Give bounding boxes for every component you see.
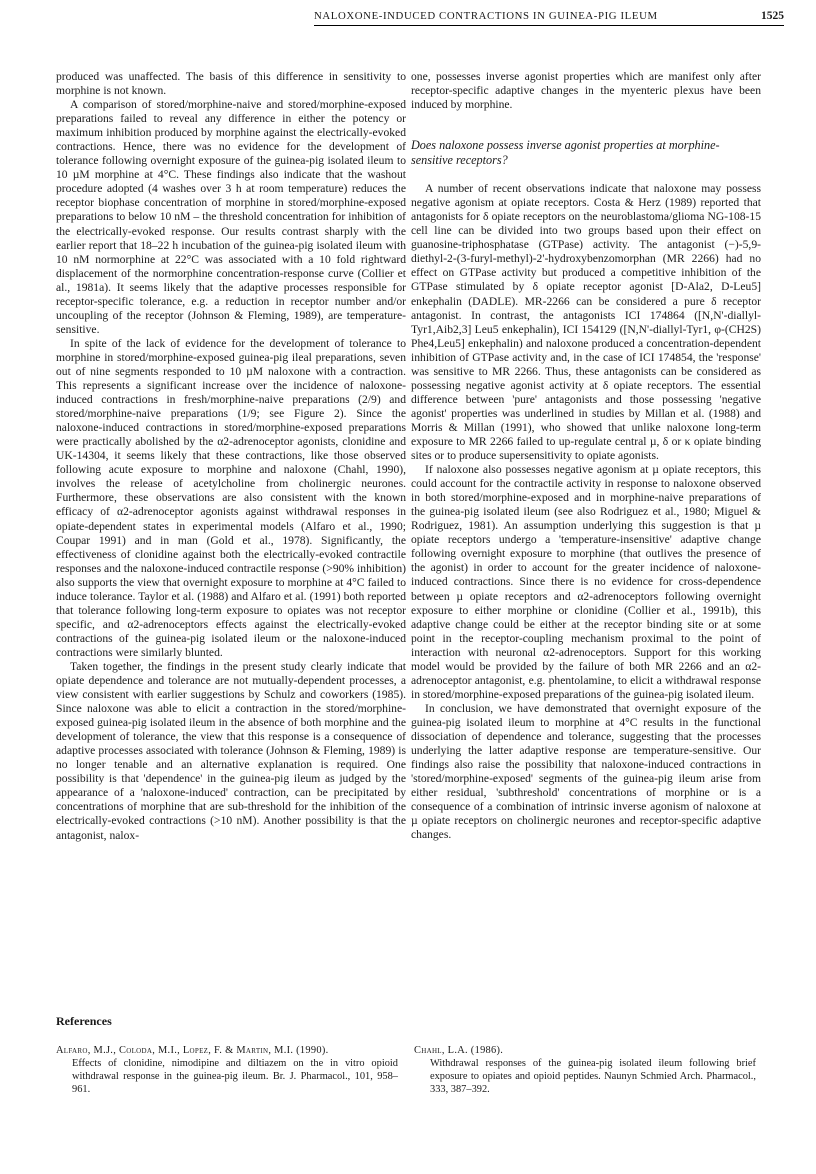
- reference-entry: [56, 1044, 398, 1096]
- reference-text: Withdrawal responses of the guinea-pig isolated ileum following brief exposure to opiates and opioid peptides. Naunyn Schmied Arch. Pharmacol., 333, 387–392.: [430, 1058, 756, 1095]
- paragraph: In spite of the lack of evidence for the development of tolerance to morphine in stored/morphine-exposed guinea-pig ileal preparations, seven out of nine segments responded to 10 µM naloxone with a contraction. This represents a significant increase over the incidence of naloxone-induced contractions in fresh/morphine-naive preparations (2/9) and stored/morphine-naive preparations (1/9; see Figure 2). Since the naloxone-induced contractions in stored/morphine-exposed preparations were practically abolished by the α2-adrenoceptor agonists, clonidine and UK-14304, it seems likely that these contractions, like those observed following acute exposure to morphine and naloxone (Chahl, 1990), involves the release of acetylcholine from cholinergic neurones. Furthermore, these observations are also consistent with the known efficacy of α2-adrenoceptor agonists against withdrawal responses in opiate-dependent states in experimental models (Alfaro et al., 1990; Coupar 1991) and in man (Gold et al., 1978). Significantly, the effectiveness of clonidine against both the electrically-evoked contractile responses and the naloxone-induced contractile response (>90% inhibition) also supports the view that overnight exposure to morphine at 4°C failed to induce tolerance. Taylor et al. (1988) and Alfaro et al. (1991) both reported that tolerance following long-term exposure to opiates was not receptor specific, and α2-adrenoceptors effects against the electrically-evoked contractions of the guinea-pig isolated ileum or the naloxone-induced contractions were similarly blunted.: [56, 336, 406, 659]
- paragraph: In conclusion, we have demonstrated that overnight exposure of the guinea-pig isolated ileum to morphine at 4°C results in the functional dissociation of dependence and tolerance, suggesting that the processes underlying the latter adaptive response are temperature-sensitive. Our findings also raise the possibility that naloxone-induced contractions in 'stored/morphine-exposed' segments of the guinea-pig ileum arise from either residual, 'subthreshold' concentrations of morphine or is a consequence of a combination of intrinsic inverse agonism of naloxone at µ opiate receptors on cholinergic neurones and receptor-specific adaptive changes.: [411, 701, 761, 842]
- reference-authors: Alfaro, M.J., Coloda, M.I., Lopez, F. & Martin, M.I. (1990).: [56, 1045, 329, 1056]
- page-number: 1525: [761, 10, 784, 22]
- left-column: [56, 70, 406, 843]
- right-column: [411, 70, 761, 842]
- paragraph: one, possesses inverse agonist properties which are manifest only after receptor-specific adaptive changes in the myenteric plexus have been induced by morphine.: [411, 70, 761, 112]
- references-heading: References: [56, 1014, 112, 1028]
- reference-authors: Chahl, L.A. (1986).: [414, 1045, 504, 1056]
- paragraph: A number of recent observations indicate that naloxone may possess negative agonism at opiate receptors. Costa & Herz (1989) reported that antagonists for δ opiate receptors on the neuroblastoma/glioma NG-108-15 cell line can be divided into two groups based upon their effect on guanosine-triphosphatase (GTPase) activity. The antagonist (−)-5,9-diethyl-2-(3-furyl-methyl)-2'-hydroxybenzomorphan (MR 2266) had no effect on GTPase activity but produced a competitive inhibition of the GTPase stimulated by δ opiate receptor agonist [D-Ala2, D-Leu5] enkephalin (DADLE). MR-2266 can be considered a pure δ receptor antagonist. In contrast, the antagonists ICI 174864 ([N,N'-diallyl-Tyr1,Aib2,3] Leu5 enkephalin), ICI 154129 ([N,N'-diallyl-Tyr1, φ-(CH2S) Phe4,Leu5] enkephalin) and naloxone produced a concentration-dependent inhibition of GTPase activity and, in the case of ICI 174854, the 'response' was sensitive to MR 2266. Thus, these antagonists can be considered as possessing negative agonist activity at δ opiate receptors. The essential difference between 'pure' antagonists and those possessing 'negative agonist' properties was underlined in studies by Millan et al. (1988) and Morris & Millan (1991), who showed that unlike naloxone long-term exposure to MR 2266 failed to up-regulate central µ, δ or κ opiate binding sites or to produce supersensitivity to opiate agonists.: [411, 182, 761, 463]
- paragraph: produced was unaffected. The basis of this difference in sensitivity to morphine is not known.: [56, 70, 406, 98]
- paragraph: A comparison of stored/morphine-naive and stored/morphine-exposed preparations failed to reveal any difference in either the potency or maximum inhibition produced by morphine against the electrically-evoked contractions. Hence, there was no evidence for the development of tolerance following overnight exposure of the guinea-pig isolated ileum to 10 µM morphine at 4°C. These findings also indicate that the washout procedure adopted (4 washes over 3 h at room temperature) reduces the receptor biophase concentration of morphine in stored/morphine-exposed preparations to below 10 nM – the threshold concentration for inhibition of the electrically-evoked response. Our results contrast sharply with the earlier report that 18–22 h incubation of the guinea-pig isolated ileum with 10 nM normorphine at 22°C was associated with a 10 fold rightward displacement of the normorphine concentration-response curve (Collier et al., 1981a). It seems likely that the adaptive processes responsible for receptor-specific tolerance, e.g. a reduction in receptor number and/or uncoupling of the receptor (Johnson & Fleming, 1989), are temperature-sensitive.: [56, 98, 406, 336]
- running-head: [314, 10, 784, 26]
- reference-entry: [414, 1044, 756, 1096]
- running-head-title: NALOXONE-INDUCED CONTRACTIONS IN GUINEA-PIG ILEUM: [314, 10, 658, 22]
- paragraph: If naloxone also possesses negative agonism at µ opiate receptors, this could account for the contractile activity in response to naloxone observed in both stored/morphine-exposed and in morphine-naive preparations of the guinea-pig isolated ileum (see also Rodriguez et al., 1980; Miguel & Rodriguez, 1981). An assumption underlying this suggestion is that µ opiate receptors undergo a 'temperature-insensitive' adaptive change following overnight exposure to morphine (that outlives the presence of the agonist) in order to account for the greater incidence of naloxone-induced contractions. Since there is no evidence for cross-dependence between µ opiate receptors and α2-adrenoceptors following overnight exposure to either morphine or clonidine (Collier et al., 1991b), this adaptive change could be either at the receptor binding site or at some point in the receptor-coupling mechanism proximal to the point of interaction with neuronal α2-adrenoceptors. Support for this working model would be provided by the failure of both MR 2266 and an α2-adrenoceptor antagonist, e.g. phentolamine, to elicit a withdrawal response in stored/morphine-exposed preparations of the guinea-pig isolated ileum.: [411, 463, 761, 701]
- section-heading: Does naloxone possess inverse agonist properties at morphine-sensitive receptors?: [411, 138, 720, 168]
- reference-text: Effects of clonidine, nimodipine and diltiazem on the in vitro opioid withdrawal response in the guinea-pig ileum. Br. J. Pharmacol., 101, 958–961.: [72, 1058, 398, 1095]
- paragraph: Taken together, the findings in the present study clearly indicate that opiate dependence and tolerance are not mutually-dependent processes, a view consistent with earlier suggestions by Schulz and coworkers (1985). Since naloxone was able to elicit a contraction in the stored/morphine-exposed guinea-pig isolated ileum in the absence of both morphine and the development of tolerance, the view that this response is a consequence of adaptive processes associated with tolerance (Johnson & Fleming, 1989) is no longer tenable and an alternative explanation is required. One possibility is that 'dependence' in the guinea-pig ileum as judged by the appearance of a 'naloxone-induced' contraction, can be precipitated by concentrations of morphine that are sub-threshold for the inhibition of the electrically-evoked contractions (>10 nM). Another possibility is that the antagonist, nalox-: [56, 659, 406, 842]
